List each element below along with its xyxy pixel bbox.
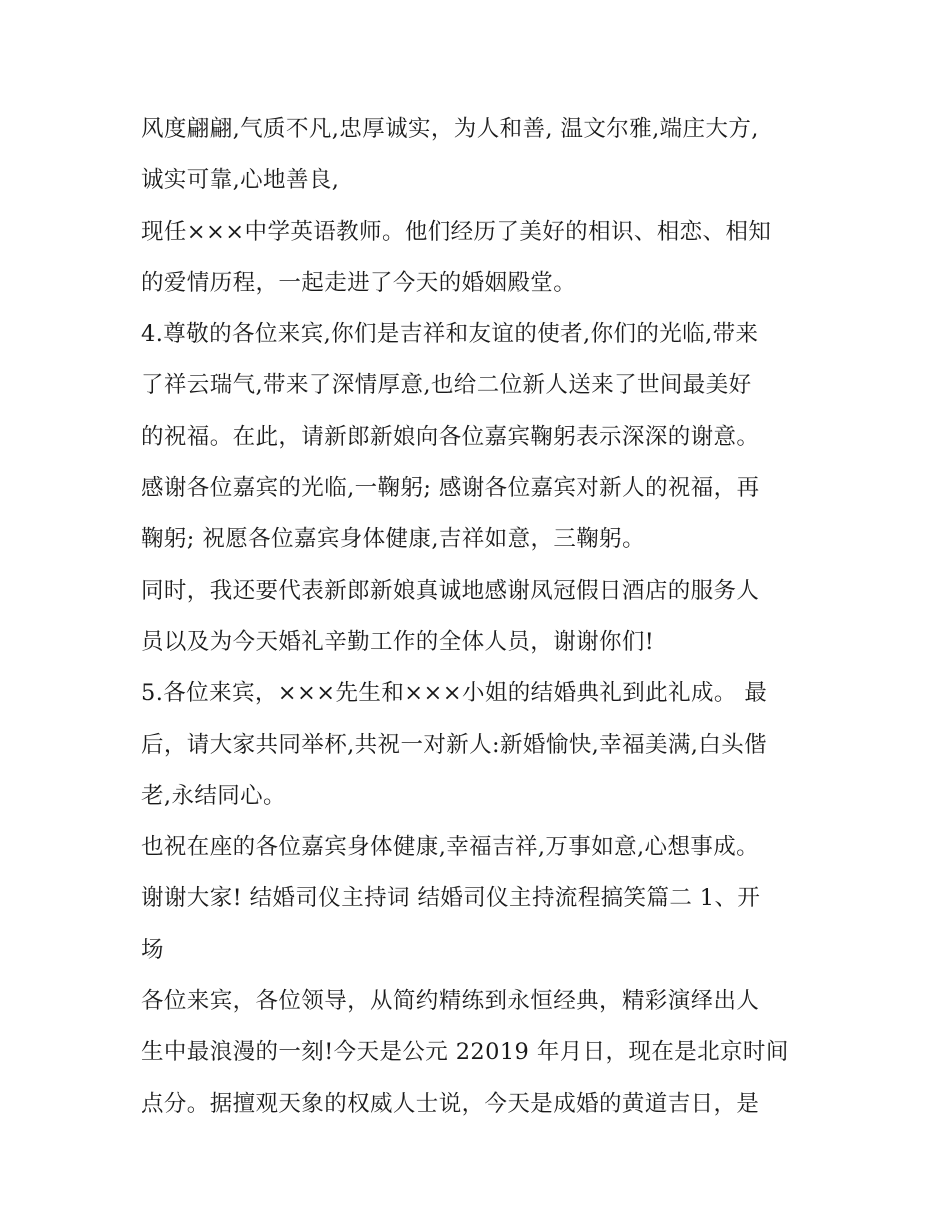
text-line: 生中最浪漫的一刻!今天是公元 22019 年月日，现在是北京时间: [141, 1039, 789, 1066]
text-line: 诚实可靠,心地善良,: [141, 167, 340, 194]
text-line: 各位来宾，各位领导，从简约精练到永恒经典，精彩演绎出人: [141, 988, 760, 1015]
text-line: 点分。据擅观天象的权威人士说，今天是成婚的黄道吉日，是: [141, 1090, 760, 1117]
text-line: 同时，我还要代表新郎新娘真诚地感谢凤冠假日酒店的服务人: [141, 577, 760, 604]
text-line: 4.尊敬的各位来宾,你们是吉祥和友谊的使者,你们的光临,带来: [141, 321, 759, 348]
text-line: 感谢各位嘉宾的光临,一鞠躬; 感谢各位嘉宾对新人的祝福，再: [141, 475, 760, 502]
text-line: 的祝福。在此，请新郎新娘向各位嘉宾鞠躬表示深深的谢意。: [141, 423, 760, 450]
text-line: 谢谢大家! 结婚司仪主持词 结婚司仪主持流程搞笑篇二 1、开: [141, 885, 761, 912]
text-line: 现任×××中学英语教师。他们经历了美好的相识、相恋、相知: [141, 218, 772, 245]
text-line: 了祥云瑞气,带来了深情厚意,也给二位新人送来了世间最美好: [141, 372, 752, 399]
text-line: 员以及为今天婚礼辛勤工作的全体人员，谢谢你们!: [141, 628, 655, 655]
text-line: 老,永结同心。: [141, 782, 286, 809]
text-line: 5.各位来宾，×××先生和×××小姐的结婚典礼到此礼成。 最: [141, 680, 768, 707]
text-line: 鞠躬; 祝愿各位嘉宾身体健康,吉祥如意，三鞠躬。: [141, 526, 645, 553]
text-line: 风度翩翩,气质不凡,忠厚诚实，为人和善, 温文尔雅,端庄大方,: [141, 116, 759, 142]
text-line: 场: [141, 936, 164, 963]
text-line: 后，请大家共同举杯,共祝一对新人:新婚愉快,幸福美满,白头偕: [141, 731, 768, 758]
text-line: 也祝在座的各位嘉宾身体健康,幸福吉祥,万事如意,心想事成。: [141, 834, 760, 861]
body-text: [141, 104, 813, 1130]
text-line: 的爱情历程，一起走进了今天的婚姻殿堂。: [141, 269, 577, 296]
